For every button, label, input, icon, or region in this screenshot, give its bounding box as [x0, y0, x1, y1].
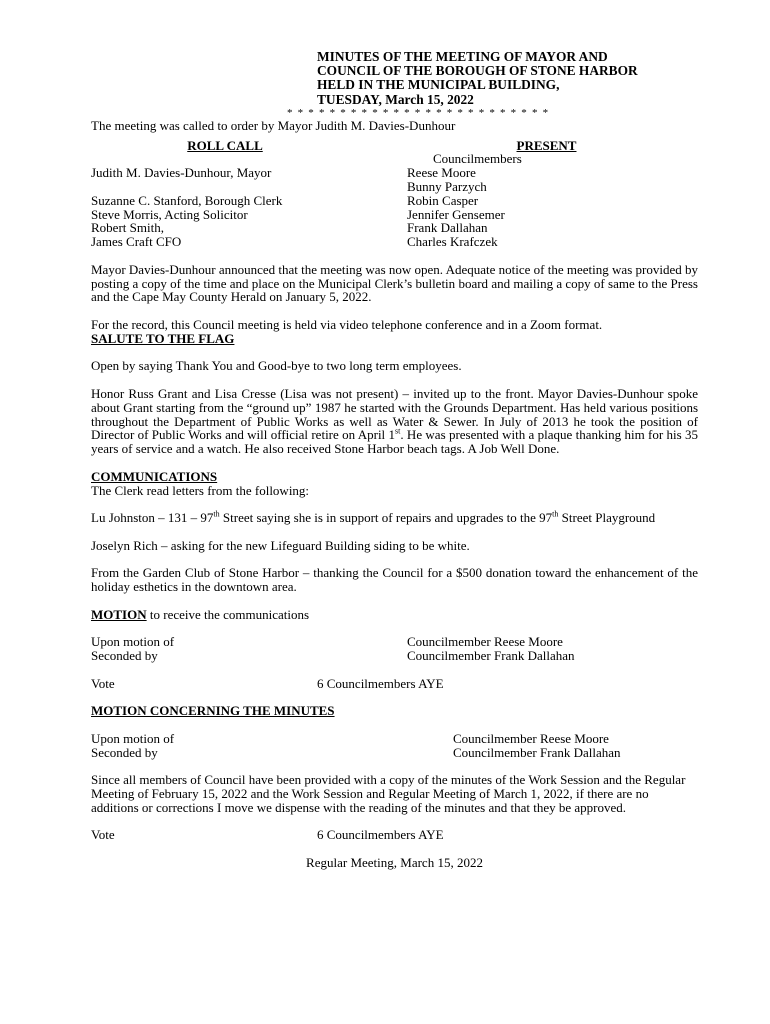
official-solicitor: Steve Morris, Acting Solicitor	[91, 206, 248, 222]
motion1-upon-label: Upon motion of	[91, 634, 175, 650]
letter1-sup-1: th	[213, 509, 220, 519]
salute-heading: SALUTE TO THE FLAG	[91, 330, 235, 346]
honor-paragraph	[91, 387, 698, 456]
honor-text-1: Honor Russ Grant and Lisa Cresse (Lisa was not present) – invited up to the front. Mayor Davies-Dunhour spoke about Grant starting from the “ground up” 1987 he started with the Grounds Department. Has held various positions throughout the Department of Public Works as well as Water & Sewer. In July of 2013 he took the position of Director of Public Works and will official retire on April 1	[91, 385, 698, 443]
motion1-vote-value: 6 Councilmembers AYE	[317, 675, 444, 691]
motion-keyword: MOTION	[91, 606, 147, 622]
motion2-upon-label: Upon motion of	[91, 730, 175, 746]
letter1-text-a: Lu Johnston – 131 – 97	[91, 510, 214, 526]
communications-intro: The Clerk read letters from the following:	[91, 482, 310, 498]
motion1-seconded-value: Councilmember Frank Dallahan	[407, 648, 575, 664]
motion2-seconded-value: Councilmember Frank Dallahan	[453, 744, 621, 760]
notice-paragraph: Mayor Davies-Dunhour announced that the meeting was now open. Adequate notice of the meeting was provided by posting a copy of the time and place on the Municipal Clerk’s bulletin board and mailing a copy of same to the Press and the Cape May County Herald on January 5, 2022.	[91, 261, 698, 305]
motion1-upon-row	[91, 635, 698, 649]
councilmember-item: Jennifer Gensemer	[407, 206, 505, 222]
official-smith: Robert Smith,	[91, 220, 164, 236]
official-mayor: Judith M. Davies-Dunhour, Mayor	[91, 165, 272, 181]
letter1-sup-2: th	[552, 509, 559, 519]
officials-column	[91, 152, 407, 249]
motion-receive	[91, 608, 698, 622]
motion1-vote-row	[91, 677, 698, 691]
motion2-vote-value: 6 Councilmembers AYE	[317, 827, 444, 843]
official-clerk: Suzanne C. Stanford, Borough Clerk	[91, 192, 283, 208]
motion2-paragraph: Since all members of Council have been provided with a copy of the minutes of the Work Session and the Regular Meeting of February 15, 2022 and the Work Session and Regular Meeting of March 1, 2022, if there are no additions or corrections I move we dispense with the reading of the minutes and that they be approved.	[91, 772, 686, 815]
letter1-text-b: Street saying she is in support of repairs and upgrades to the 97	[219, 510, 553, 526]
motion1-upon-value: Councilmember Reese Moore	[407, 634, 563, 650]
minutes-page	[91, 50, 698, 870]
roll-call-heading: ROLL CALL	[187, 137, 263, 153]
councilmember-item: Frank Dallahan	[407, 220, 488, 236]
page-footer: Regular Meeting, March 15, 2022	[306, 855, 483, 871]
communications-heading: COMMUNICATIONS	[91, 468, 218, 484]
separator-stars: * * * * * * * * * * * * * * * * * * * * * * * * *	[287, 106, 550, 119]
letter-garden-club: From the Garden Club of Stone Harbor – thanking the Council for a $500 donation toward the enhancement of the holiday esthetics in the downtown area.	[91, 565, 698, 595]
honor-sup: st	[395, 427, 401, 437]
motion2-upon-row	[91, 732, 698, 746]
councilmembers-label: Councilmembers	[433, 151, 522, 167]
motion-minutes-heading: MOTION CONCERNING THE MINUTES	[91, 703, 335, 719]
title-line-3: HELD IN THE MUNICIPAL BUILDING,	[317, 77, 560, 93]
title-line-1: MINUTES OF THE MEETING OF MAYOR AND	[317, 49, 608, 64]
motion2-vote-row	[91, 828, 698, 842]
letter1-text-c: Street Playground	[558, 510, 656, 526]
motion-text: to receive the communications	[146, 606, 310, 622]
motion2-upon-value: Councilmember Reese Moore	[453, 730, 609, 746]
councilmember-item: Bunny Parzych	[407, 179, 487, 194]
motion2-seconded-label: Seconded by	[91, 744, 158, 760]
motion1-seconded-row	[91, 649, 698, 663]
councilmember-item: Robin Casper	[407, 192, 479, 208]
councilmember-item: Reese Moore	[407, 165, 476, 181]
councilmembers-column	[407, 152, 698, 249]
roll-call-header	[91, 139, 698, 153]
record-paragraph: For the record, this Council meeting is held via video telephone conference and in a Zoom format.	[91, 316, 603, 332]
motion2-seconded-row	[91, 746, 698, 760]
motion1-vote-label: Vote	[91, 675, 115, 691]
letter-rich: Joselyn Rich – asking for the new Lifeguard Building siding to be white.	[91, 537, 470, 553]
motion1-seconded-label: Seconded by	[91, 648, 158, 664]
councilmember-item: Charles Krafczek	[407, 234, 498, 250]
present-heading: PRESENT	[516, 137, 577, 153]
document-title	[317, 50, 698, 107]
letter-johnston	[91, 511, 698, 525]
title-line-2: COUNCIL OF THE BOROUGH OF STONE HARBOR	[317, 63, 638, 79]
honor-text-2: . He was presented with a plaque thanking him for his 35 years of service and a watch. He also received Stone Harbor beach tags. A Job Well Done.	[91, 427, 699, 457]
official-cfo: James Craft CFO	[91, 234, 182, 250]
open-paragraph: Open by saying Thank You and Good-bye to two long term employees.	[91, 358, 462, 374]
title-line-4: TUESDAY, March 15, 2022	[317, 91, 474, 107]
motion2-vote-label: Vote	[91, 827, 115, 843]
roll-call-columns	[91, 152, 698, 249]
called-to-order: The meeting was called to order by Mayor Judith M. Davies-Dunhour	[91, 117, 456, 133]
